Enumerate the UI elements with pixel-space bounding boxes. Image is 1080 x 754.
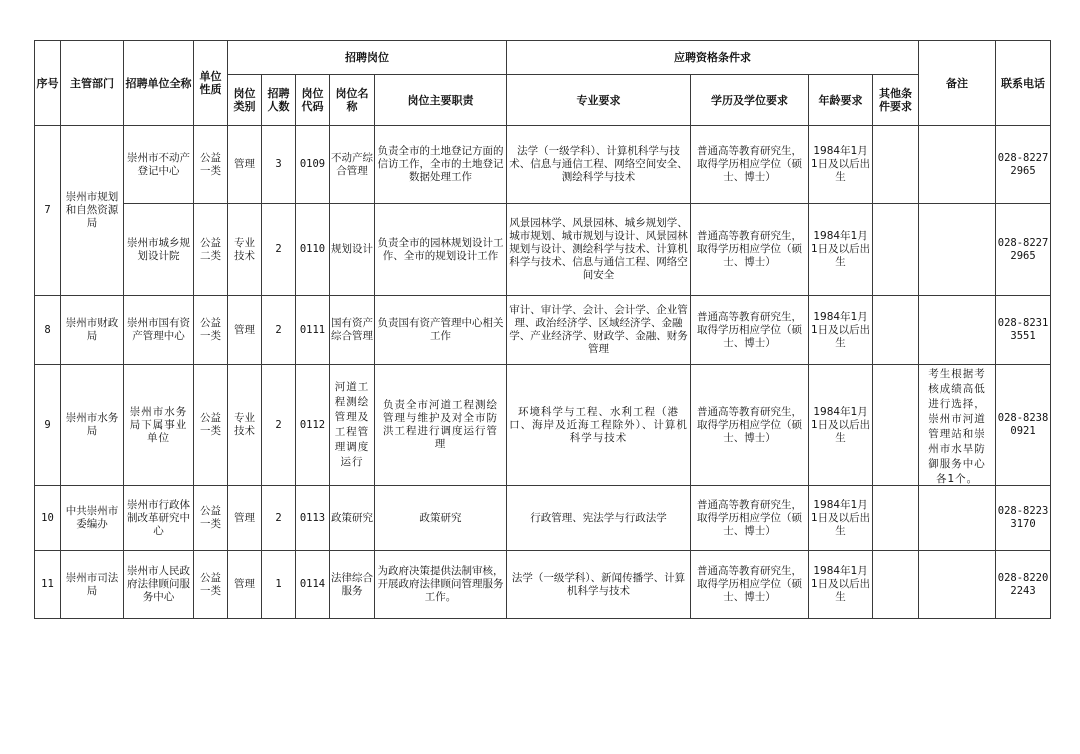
cell-headcount: 2 [262, 204, 296, 296]
header-age: 年龄要求 [809, 75, 873, 126]
cell-seq: 11 [35, 551, 61, 619]
cell-major: 法学（一级学科）、计算机科学与技术、信息与通信工程、网络空间安全、测绘科学与技术 [507, 126, 691, 204]
cell-phone: 028-82202243 [996, 551, 1051, 619]
cell-remarks [919, 551, 996, 619]
cell-duties: 政策研究 [375, 486, 507, 551]
cell-phone: 028-82272965 [996, 204, 1051, 296]
remarks-text: 考生根据考核成绩高低进行选择，崇州市河道管理站和崇州市水旱防御服务中心各1个。 [928, 367, 986, 485]
header-group-qualification: 应聘资格条件求 [507, 41, 919, 75]
cell-duties: 负责全市的园林规划设计工作、全市的规划设计工作 [375, 204, 507, 296]
cell-seq: 8 [35, 296, 61, 365]
cell-age: 1984年1月1日及以后出生 [809, 551, 873, 619]
cell-unit-name: 崇州市人民政府法律顾问服务中心 [124, 551, 194, 619]
cell-headcount: 1 [262, 551, 296, 619]
header-seq: 序号 [35, 41, 61, 126]
cell-duties: 负责国有资产管理中心相关工作 [375, 296, 507, 365]
cell-post-name: 规划设计 [330, 204, 375, 296]
cell-education: 普通高等教育研究生，取得学历相应学位（硕士、博士） [691, 551, 809, 619]
cell-dept: 中共崇州市委编办 [61, 486, 124, 551]
cell-age: 1984年1月1日及以后出生 [809, 486, 873, 551]
cell-unit-nature: 公益一类 [194, 126, 228, 204]
header-education: 学历及学位要求 [691, 75, 809, 126]
cell-unit-name: 崇州市行政体制改革研究中心 [124, 486, 194, 551]
cell-remarks [919, 296, 996, 365]
header-headcount: 招聘人数 [262, 75, 296, 126]
cell-unit-nature: 公益一类 [194, 551, 228, 619]
header-other: 其他条件要求 [873, 75, 919, 126]
cell-unit-name: 崇州市国有资产管理中心 [124, 296, 194, 365]
cell-headcount: 2 [262, 365, 296, 486]
cell-headcount: 2 [262, 486, 296, 551]
cell-education: 普通高等教育研究生，取得学历相应学位（硕士、博士） [691, 204, 809, 296]
cell-post-code: 0113 [296, 486, 330, 551]
cell-remarks [919, 365, 996, 486]
cell-post-name: 法律综合服务 [330, 551, 375, 619]
header-remarks: 备注 [919, 41, 996, 126]
cell-education: 普通高等教育研究生，取得学历相应学位（硕士、博士） [691, 365, 809, 486]
cell-other [873, 126, 919, 204]
table-row [35, 551, 1051, 619]
cell-seq: 9 [35, 365, 61, 486]
cell-post-type: 管理 [228, 126, 262, 204]
cell-age: 1984年1月1日及以后出生 [809, 126, 873, 204]
cell-duties: 负责全市的土地登记方面的信访工作，全市的土地登记数据处理工作 [375, 126, 507, 204]
cell-education: 普通高等教育研究生，取得学历相应学位（硕士、博士） [691, 296, 809, 365]
cell-age: 1984年1月1日及以后出生 [809, 296, 873, 365]
cell-post-name: 不动产综合管理 [330, 126, 375, 204]
header-post-code: 岗位代码 [296, 75, 330, 126]
cell-other [873, 365, 919, 486]
header-dept: 主管部门 [61, 41, 124, 126]
cell-dept: 崇州市规划和自然资源局 [61, 126, 124, 296]
cell-duties: 负责全市河道工程测绘管理与维护及对全市防洪工程进行调度运行管理 [375, 365, 507, 486]
header-post-name: 岗位名称 [330, 75, 375, 126]
cell-other [873, 296, 919, 365]
cell-post-type: 管理 [228, 296, 262, 365]
cell-major: 法学（一级学科）、新闻传播学、计算机科学与技术 [507, 551, 691, 619]
header-major: 专业要求 [507, 75, 691, 126]
header-unit-name: 招聘单位全称 [124, 41, 194, 126]
header-unit-nature: 单位性质 [194, 41, 228, 126]
cell-headcount: 2 [262, 296, 296, 365]
cell-major: 风景园林学、风景园林、城乡规划学、城市规划、城市规划与设计、风景园林规划与设计、测绘科学与技术、计算机科学与技术、信息与通信工程、网络空间安全 [507, 204, 691, 296]
cell-unit-name: 崇州市城乡规划设计院 [124, 204, 194, 296]
cell-remarks [919, 126, 996, 204]
cell-post-type: 管理 [228, 486, 262, 551]
cell-post-name: 政策研究 [330, 486, 375, 551]
cell-post-name: 河道工程测绘管理及工程管理调度运行 [330, 365, 375, 486]
header-phone: 联系电话 [996, 41, 1051, 126]
cell-unit-nature: 公益一类 [194, 486, 228, 551]
cell-phone: 028-82313551 [996, 296, 1051, 365]
cell-post-name: 国有资产综合管理 [330, 296, 375, 365]
cell-post-code: 0114 [296, 551, 330, 619]
cell-unit-nature: 公益二类 [194, 204, 228, 296]
cell-remarks [919, 204, 996, 296]
cell-duties: 为政府决策提供法制审核，开展政府法律顾问管理服务工作。 [375, 551, 507, 619]
cell-dept: 崇州市财政局 [61, 296, 124, 365]
cell-education: 普通高等教育研究生，取得学历相应学位（硕士、博士） [691, 126, 809, 204]
cell-seq: 10 [35, 486, 61, 551]
cell-seq: 7 [35, 126, 61, 296]
cell-post-code: 0109 [296, 126, 330, 204]
cell-phone: 028-82272965 [996, 126, 1051, 204]
cell-unit-nature: 公益一类 [194, 296, 228, 365]
cell-remarks [919, 486, 996, 551]
cell-major: 行政管理、宪法学与行政法学 [507, 486, 691, 551]
cell-headcount: 3 [262, 126, 296, 204]
cell-unit-name: 崇州市水务局下属事业单位 [124, 365, 194, 486]
cell-post-type: 专业技术 [228, 365, 262, 486]
header-post-type: 岗位类别 [228, 75, 262, 126]
cell-unit-name: 崇州市不动产登记中心 [124, 126, 194, 204]
header-duties: 岗位主要职责 [375, 75, 507, 126]
cell-dept: 崇州市司法局 [61, 551, 124, 619]
table-row [35, 296, 1051, 365]
table-row [35, 126, 1051, 204]
table-row [35, 365, 1051, 486]
cell-post-type: 专业技术 [228, 204, 262, 296]
table-row [35, 204, 1051, 296]
cell-post-code: 0111 [296, 296, 330, 365]
cell-education: 普通高等教育研究生，取得学历相应学位（硕士、博士） [691, 486, 809, 551]
cell-other [873, 204, 919, 296]
cell-other [873, 486, 919, 551]
cell-post-type: 管理 [228, 551, 262, 619]
cell-dept: 崇州市水务局 [61, 365, 124, 486]
cell-age: 1984年1月1日及以后出生 [809, 204, 873, 296]
cell-phone: 028-82380921 [996, 365, 1051, 486]
cell-major: 环境科学与工程、水利工程（港口、海岸及近海工程除外）、计算机科学与技术 [507, 365, 691, 486]
cell-major: 审计、审计学、会计、会计学、企业管理、政治经济学、区域经济学、金融学、产业经济学、财政学、金融、财务管理 [507, 296, 691, 365]
recruitment-table [34, 40, 1051, 619]
header-group-position: 招聘岗位 [228, 41, 507, 75]
table-row [35, 486, 1051, 551]
cell-post-code: 0110 [296, 204, 330, 296]
cell-age: 1984年1月1日及以后出生 [809, 365, 873, 486]
cell-phone: 028-82233170 [996, 486, 1051, 551]
cell-post-code: 0112 [296, 365, 330, 486]
cell-unit-nature: 公益一类 [194, 365, 228, 486]
cell-other [873, 551, 919, 619]
